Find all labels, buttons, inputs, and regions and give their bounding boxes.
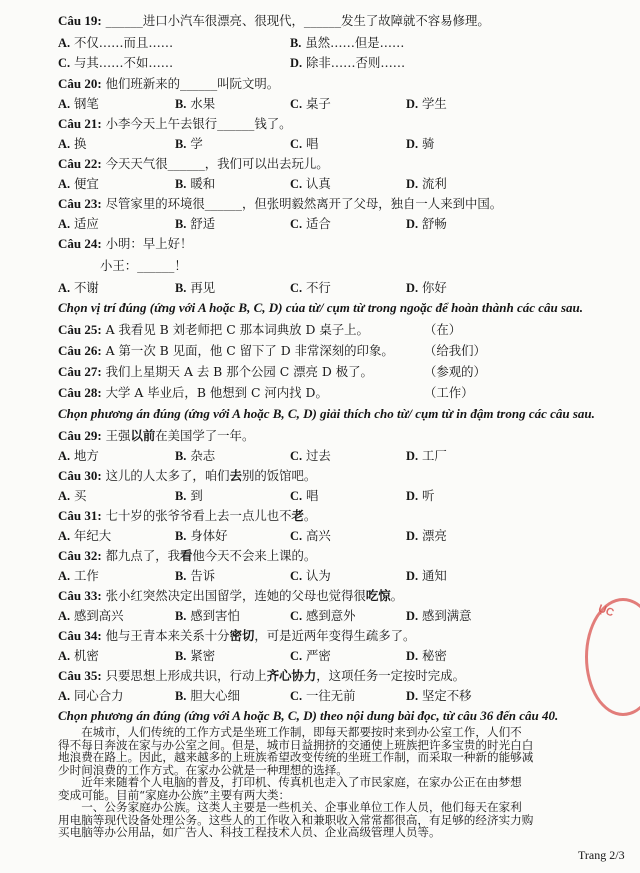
option-b[interactable]: B. 水果 (175, 96, 216, 111)
option-c[interactable]: C. 感到意外 (290, 608, 356, 623)
page-number: Trang 2/3 (578, 848, 625, 862)
option-b[interactable]: B. 再见 (175, 280, 216, 295)
option-a[interactable]: A. 便宜 (58, 176, 99, 191)
option-c[interactable]: C. 认真 (290, 176, 331, 191)
question-label: Câu 32: (58, 548, 102, 563)
reading-line: 得不每日奔波在家与办公室之间。但是，城市日益拥挤的交通使上班族把许多宝贵的时光白白 (58, 738, 534, 751)
question-hint: （在） (424, 322, 462, 337)
question-stem: 小李今天上午去银行______钱了。 (105, 116, 292, 131)
stem-post: ，这项任务一定按时完成。 (316, 668, 465, 683)
reading-line: 买电脑等办公用品，如广告人、科技工程技术人员、企业高级管理人员等。 (58, 826, 441, 839)
option-b[interactable]: B. 胆大心细 (175, 688, 240, 703)
option-d[interactable]: D. 骑 (406, 136, 435, 151)
reading-line: 近年来随着个人电脑的普及，打印机、传真机也走入了市民家庭，在家办公正在由梦想 (58, 776, 522, 789)
reading-line: 变成可能。目前“家庭办公族”主要有两大类： (58, 788, 291, 801)
question-34-options (58, 645, 618, 667)
option-c[interactable]: C. 唱 (290, 488, 319, 503)
stem-bold-term: 密切 (229, 628, 255, 643)
question-hint: （工作） (424, 385, 474, 400)
question-26 (58, 340, 618, 362)
option-d[interactable]: D. 流利 (406, 176, 447, 191)
question-25 (58, 319, 618, 341)
option-c[interactable]: C. 高兴 (290, 528, 331, 543)
question-21 (58, 113, 618, 135)
option-a[interactable]: A. 工作 (58, 568, 99, 583)
option-a[interactable]: A. 换 (58, 136, 87, 151)
stem-pre: 这儿的人太多了，咱们 (105, 468, 230, 483)
question-label: Câu 34: (58, 628, 102, 643)
question-35 (58, 665, 618, 687)
question-30 (58, 465, 618, 487)
option-b[interactable]: B. 学 (175, 136, 203, 151)
option-d[interactable]: D. 工厂 (406, 448, 447, 463)
stem-bold-term: 老 (291, 508, 304, 523)
reading-line: 一、公务家庭办公族。这类人主要是一些机关、企事业单位工作人员，他们每天在家利 (58, 801, 522, 814)
question-label: Câu 20: (58, 76, 102, 91)
option-c[interactable]: C. 严密 (290, 648, 331, 663)
option-c[interactable]: C. 唱 (290, 136, 319, 151)
question-label: Câu 28: (58, 385, 102, 400)
instruction-position: Chọn vị trí đúng (ứng với A hoặc B, C, D) của từ/ cụm từ trong ngoặc để hoàn thành các câu sau. (58, 300, 584, 315)
stem-post: 在美国学了一年。 (155, 428, 255, 443)
question-stem: A 我看见 B 刘老师把 C 那本词典放 D 桌子上。 (105, 322, 369, 337)
stem-post: 。 (303, 508, 317, 523)
question-32-options (58, 565, 618, 587)
question-24 (58, 233, 618, 255)
question-label: Câu 24: (58, 236, 102, 251)
option-b[interactable]: B. 虽然……但是…… (290, 35, 405, 50)
question-hint: （给我们） (424, 343, 486, 358)
question-label: Câu 22: (58, 156, 102, 171)
option-a[interactable]: A. 不谢 (58, 280, 99, 295)
option-d[interactable]: D. 通知 (406, 568, 447, 583)
question-34 (58, 625, 618, 647)
option-b[interactable]: B. 感到害怕 (175, 608, 240, 623)
question-stem: A 第一次 B 见面，他 C 留下了 D 非常深刻的印象。 (105, 343, 394, 358)
stem-bold-term: 齐心协力 (266, 668, 317, 683)
stem-post: 他今天不会来上课的。 (192, 548, 317, 563)
question-label: Câu 29: (58, 428, 102, 443)
question-19 (58, 10, 618, 32)
question-label: Câu 21: (58, 116, 102, 131)
question-22-options (58, 173, 618, 195)
option-d[interactable]: D. 秘密 (406, 648, 447, 663)
option-b[interactable]: B. 紧密 (175, 648, 216, 663)
question-24-options (58, 277, 618, 299)
stem-pre: 张小红突然决定出国留学，连她的父母也觉得很 (105, 588, 366, 603)
option-a[interactable]: A. 适应 (58, 216, 99, 231)
question-label: Câu 33: (58, 588, 102, 603)
option-a[interactable]: A. 不仅……而且…… (58, 35, 174, 50)
option-b[interactable]: B. 舒适 (175, 216, 216, 231)
question-label: Câu 27: (58, 364, 102, 379)
question-stem: 尽管家里的环境很______，但张明毅然离开了父母，独自一人来到中国。 (105, 196, 503, 211)
option-a[interactable]: A. 地方 (58, 448, 99, 463)
stem-post: 别的饭馆吧。 (241, 468, 317, 483)
option-b[interactable]: B. 到 (175, 488, 203, 503)
question-22 (58, 153, 618, 175)
question-23-options (58, 213, 618, 235)
question-label: Câu 25: (58, 322, 102, 337)
option-d[interactable]: D. 感到满意 (406, 608, 472, 623)
reading-line: 少时间浪费的工作方式。在家办公就是一种理想的选择。 (58, 763, 348, 776)
stem-pre: 他与王青本来关系十分 (105, 628, 230, 643)
question-29 (58, 425, 618, 447)
stem-pre: 都九点了，我 (105, 548, 180, 563)
question-33 (58, 585, 618, 607)
option-c[interactable]: C. 与其……不如…… (58, 55, 174, 70)
option-b[interactable]: B. 告诉 (175, 568, 216, 583)
stem-pre: 王强 (105, 428, 131, 443)
question-35-options (58, 685, 618, 707)
reading-line: 在城市，人们传统的工作方式是坐班工作制，即每天都要按时来到办公室工作，人们不 (58, 726, 522, 739)
option-c[interactable]: C. 不行 (290, 280, 331, 295)
option-d[interactable]: D. 你好 (406, 280, 447, 295)
option-d[interactable]: D. 漂亮 (406, 528, 447, 543)
question-19-options-row2 (58, 52, 618, 74)
option-a[interactable]: A. 买 (58, 488, 87, 503)
question-29-options (58, 445, 618, 467)
question-label: Câu 35: (58, 668, 102, 683)
stem-pre: 只要思想上形成共识，行动上 (105, 668, 267, 683)
option-a[interactable]: A. 感到高兴 (58, 608, 124, 623)
stem-bold-term: 吃惊 (365, 588, 391, 603)
question-stem: 小明：早上好！ (105, 236, 193, 251)
question-stem: 大学 A 毕业后，B 他想到 C 河内找 D。 (105, 385, 328, 400)
question-label: Câu 19: (58, 13, 102, 28)
question-23 (58, 193, 618, 215)
option-c[interactable]: C. 认为 (290, 568, 331, 583)
question-stem-2: 小王：______！ (100, 258, 187, 273)
stem-bold-term: 去 (229, 468, 242, 483)
option-b[interactable]: B. 身体好 (175, 528, 228, 543)
option-a[interactable]: A. 同心合力 (58, 688, 124, 703)
stem-post: 。 (390, 588, 404, 603)
option-a[interactable]: A. 年纪大 (58, 528, 112, 543)
instruction-reading: Chọn phương án đúng (ứng với A hoặc B, C, D) theo nội dung bài đọc, từ câu 36 đến câu 40. (58, 708, 559, 723)
reading-line: 地浪费在路上。因此，越来越多的上班族希望改变传统的坐班工作制，而采取一种新的能够减 (58, 751, 534, 764)
option-c[interactable]: C. 桌子 (290, 96, 331, 111)
question-stem: ______进口小汽车很漂亮、很现代，______发生了故障就不容易修理。 (105, 13, 490, 28)
question-32 (58, 545, 618, 567)
option-c[interactable]: C. 过去 (290, 448, 331, 463)
option-d[interactable]: D. 舒畅 (406, 216, 447, 231)
option-c[interactable]: C. 适合 (290, 216, 331, 231)
question-24-line2 (100, 255, 640, 277)
question-label: Câu 26: (58, 343, 102, 358)
question-20-options (58, 93, 618, 115)
question-label: Câu 31: (58, 508, 102, 523)
option-d[interactable]: D. 听 (406, 488, 435, 503)
question-27 (58, 361, 618, 383)
option-d[interactable]: D. 除非……否则…… (290, 55, 406, 70)
question-31 (58, 505, 618, 527)
question-33-options (58, 602, 618, 627)
question-stem: 我们上星期天 A 去 B 那个公园 C 漂亮 D 极了。 (105, 364, 373, 379)
stem-pre: 七十岁的张爷爷看上去一点儿也不 (105, 508, 292, 523)
instruction-meaning: Chọn phương án đúng (ứng với A hoặc B, C, D) giải thích cho từ/ cụm từ in đậm trong các câu sau. (58, 406, 595, 421)
stem-bold-term: 看 (180, 548, 193, 563)
question-stem: 今天天气很______，我们可以出去玩儿。 (105, 156, 329, 171)
question-hint: （参观的） (424, 364, 486, 379)
question-30-options (58, 485, 618, 507)
option-a[interactable]: A. 机密 (58, 648, 99, 663)
reading-passage (58, 726, 618, 839)
reading-line: 用电脑等现代设备处理公务。这些人的工作收入和兼职收入常常都很高，有足够的经济实力购 (58, 813, 534, 826)
official-seal-text: ỤC (596, 602, 616, 620)
question-label: Câu 23: (58, 196, 102, 211)
option-c[interactable]: C. 一往无前 (290, 688, 356, 703)
question-20 (58, 73, 618, 95)
option-a[interactable]: A. 钢笔 (58, 96, 99, 111)
question-stem: 他们班新来的______叫阮文明。 (105, 76, 280, 91)
option-d[interactable]: D. 学生 (406, 96, 447, 111)
stem-bold-term: 以前 (130, 428, 156, 443)
option-b[interactable]: B. 杂志 (175, 448, 216, 463)
question-21-options (58, 133, 618, 155)
option-b[interactable]: B. 暖和 (175, 176, 216, 191)
question-19-options-row1 (58, 32, 618, 54)
question-label: Câu 30: (58, 468, 102, 483)
option-d[interactable]: D. 坚定不移 (406, 688, 472, 703)
stem-post: ，可是近两年变得生疏多了。 (254, 628, 416, 643)
question-28 (58, 382, 618, 404)
question-31-options (58, 525, 618, 547)
